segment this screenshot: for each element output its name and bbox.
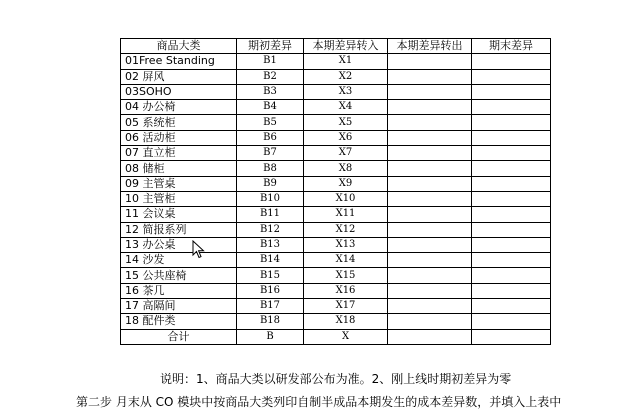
cell-category: 02 屏风 <box>121 69 237 84</box>
cell-closing-variance <box>472 54 551 69</box>
cell-category: 07 直立柜 <box>121 146 237 161</box>
cell-variance-in: X1 <box>304 54 388 69</box>
cell-variance-out <box>388 299 472 314</box>
table-row <box>121 222 551 237</box>
cell-closing-variance <box>472 84 551 99</box>
cell-variance-in: X11 <box>304 207 388 222</box>
cell-closing-variance <box>472 130 551 145</box>
header-variance-out: 本期差异转出 <box>388 39 472 54</box>
cell-variance-in: X6 <box>304 130 388 145</box>
cell-closing-variance <box>472 329 551 344</box>
cell-closing-variance <box>472 299 551 314</box>
cell-closing-variance <box>472 283 551 298</box>
cell-opening-variance: B4 <box>237 100 304 115</box>
cell-variance-out <box>388 146 472 161</box>
cell-category: 14 沙发 <box>121 253 237 268</box>
cell-closing-variance <box>472 161 551 176</box>
cell-category: 06 活动柜 <box>121 130 237 145</box>
cell-opening-variance: B12 <box>237 222 304 237</box>
cell-category: 03SOHO <box>121 84 237 99</box>
table-row <box>121 146 551 161</box>
cell-variance-out <box>388 253 472 268</box>
table-row <box>121 100 551 115</box>
table-row <box>121 237 551 252</box>
table-row <box>121 191 551 206</box>
cell-variance-in: X3 <box>304 84 388 99</box>
mouse-pointer-icon <box>192 240 206 260</box>
cell-opening-variance: B14 <box>237 253 304 268</box>
cell-variance-out <box>388 191 472 206</box>
cell-variance-out <box>388 54 472 69</box>
table-row <box>121 268 551 283</box>
table-row <box>121 253 551 268</box>
cell-opening-variance: B17 <box>237 299 304 314</box>
header-category: 商品大类 <box>121 39 237 54</box>
cell-opening-variance: B2 <box>237 69 304 84</box>
cell-variance-out <box>388 329 472 344</box>
cell-opening-variance: B1 <box>237 54 304 69</box>
cell-variance-out <box>388 115 472 130</box>
cell-variance-out <box>388 69 472 84</box>
cell-opening-variance: B9 <box>237 176 304 191</box>
cell-category: 13 办公桌 <box>121 237 237 252</box>
cell-variance-out <box>388 84 472 99</box>
cell-closing-variance <box>472 314 551 329</box>
table-row <box>121 207 551 222</box>
cell-closing-variance <box>472 100 551 115</box>
cell-variance-out <box>388 314 472 329</box>
cell-category: 01Free Standing <box>121 54 237 69</box>
cell-opening-variance: B10 <box>237 191 304 206</box>
cell-variance-out <box>388 207 472 222</box>
table-body <box>121 54 551 345</box>
cell-variance-out <box>388 176 472 191</box>
cell-category: 17 高隔间 <box>121 299 237 314</box>
cell-closing-variance <box>472 176 551 191</box>
cell-opening-variance: B13 <box>237 237 304 252</box>
table-row <box>121 161 551 176</box>
total-row <box>121 329 551 344</box>
cell-closing-variance <box>472 69 551 84</box>
cell-category: 10 主管柜 <box>121 191 237 206</box>
cell-category: 15 公共座椅 <box>121 268 237 283</box>
note-text: 说明：1、商品大类以研发部公布为准。2、刚上线时期初差异为零 <box>160 372 512 386</box>
cell-opening-variance: B7 <box>237 146 304 161</box>
cell-variance-out <box>388 237 472 252</box>
cell-opening-variance: B18 <box>237 314 304 329</box>
cell-opening-variance: B5 <box>237 115 304 130</box>
cell-variance-in: X17 <box>304 299 388 314</box>
cell-variance-in: X15 <box>304 268 388 283</box>
variance-table <box>120 38 551 345</box>
cell-variance-in: X10 <box>304 191 388 206</box>
cell-variance-out <box>388 130 472 145</box>
cell-opening-variance: B15 <box>237 268 304 283</box>
table-row <box>121 314 551 329</box>
cell-category: 08 储柜 <box>121 161 237 176</box>
cell-closing-variance <box>472 191 551 206</box>
cell-variance-out <box>388 222 472 237</box>
cell-category: 12 简报系列 <box>121 222 237 237</box>
cell-category: 16 茶几 <box>121 283 237 298</box>
table-row <box>121 299 551 314</box>
header-closing-variance: 期末差异 <box>472 39 551 54</box>
cell-category: 09 主管桌 <box>121 176 237 191</box>
cell-opening-variance: B11 <box>237 207 304 222</box>
cell-closing-variance <box>472 115 551 130</box>
cell-closing-variance <box>472 146 551 161</box>
cell-variance-in: X18 <box>304 314 388 329</box>
table-row <box>121 54 551 69</box>
cell-variance-in: X7 <box>304 146 388 161</box>
table-row <box>121 130 551 145</box>
cell-variance-in: X4 <box>304 100 388 115</box>
table-row <box>121 69 551 84</box>
cell-variance-out <box>388 100 472 115</box>
cell-closing-variance <box>472 207 551 222</box>
cell-category: 18 配件类 <box>121 314 237 329</box>
table-row <box>121 176 551 191</box>
cell-category: 04 办公椅 <box>121 100 237 115</box>
cell-category: 11 会议桌 <box>121 207 237 222</box>
cell-variance-in: X16 <box>304 283 388 298</box>
cell-opening-variance: B <box>237 329 304 344</box>
cell-variance-in: X14 <box>304 253 388 268</box>
cell-opening-variance: B8 <box>237 161 304 176</box>
header-opening-variance: 期初差异 <box>237 39 304 54</box>
cell-opening-variance: B6 <box>237 130 304 145</box>
cell-variance-in: X12 <box>304 222 388 237</box>
table-row <box>121 115 551 130</box>
cell-variance-out <box>388 268 472 283</box>
cell-closing-variance <box>472 237 551 252</box>
table-row <box>121 84 551 99</box>
cell-variance-in: X2 <box>304 69 388 84</box>
cell-category: 05 系统柜 <box>121 115 237 130</box>
cell-closing-variance <box>472 268 551 283</box>
cell-variance-in: X9 <box>304 176 388 191</box>
cell-closing-variance <box>472 222 551 237</box>
cell-variance-in: X5 <box>304 115 388 130</box>
cell-variance-in: X13 <box>304 237 388 252</box>
step-text: 第二步 月末从 CO 模块中按商品大类列印自制半成品本期发生的成本差异数，并填入上表中 <box>76 395 562 409</box>
cell-variance-out <box>388 283 472 298</box>
header-variance-in: 本期差异转入 <box>304 39 388 54</box>
cell-closing-variance <box>472 253 551 268</box>
cell-variance-in: X <box>304 329 388 344</box>
cell-variance-out <box>388 161 472 176</box>
cell-opening-variance: B3 <box>237 84 304 99</box>
cell-variance-in: X8 <box>304 161 388 176</box>
table-row <box>121 283 551 298</box>
cell-opening-variance: B16 <box>237 283 304 298</box>
table-header-row <box>121 39 551 54</box>
total-label: 合计 <box>121 329 237 344</box>
